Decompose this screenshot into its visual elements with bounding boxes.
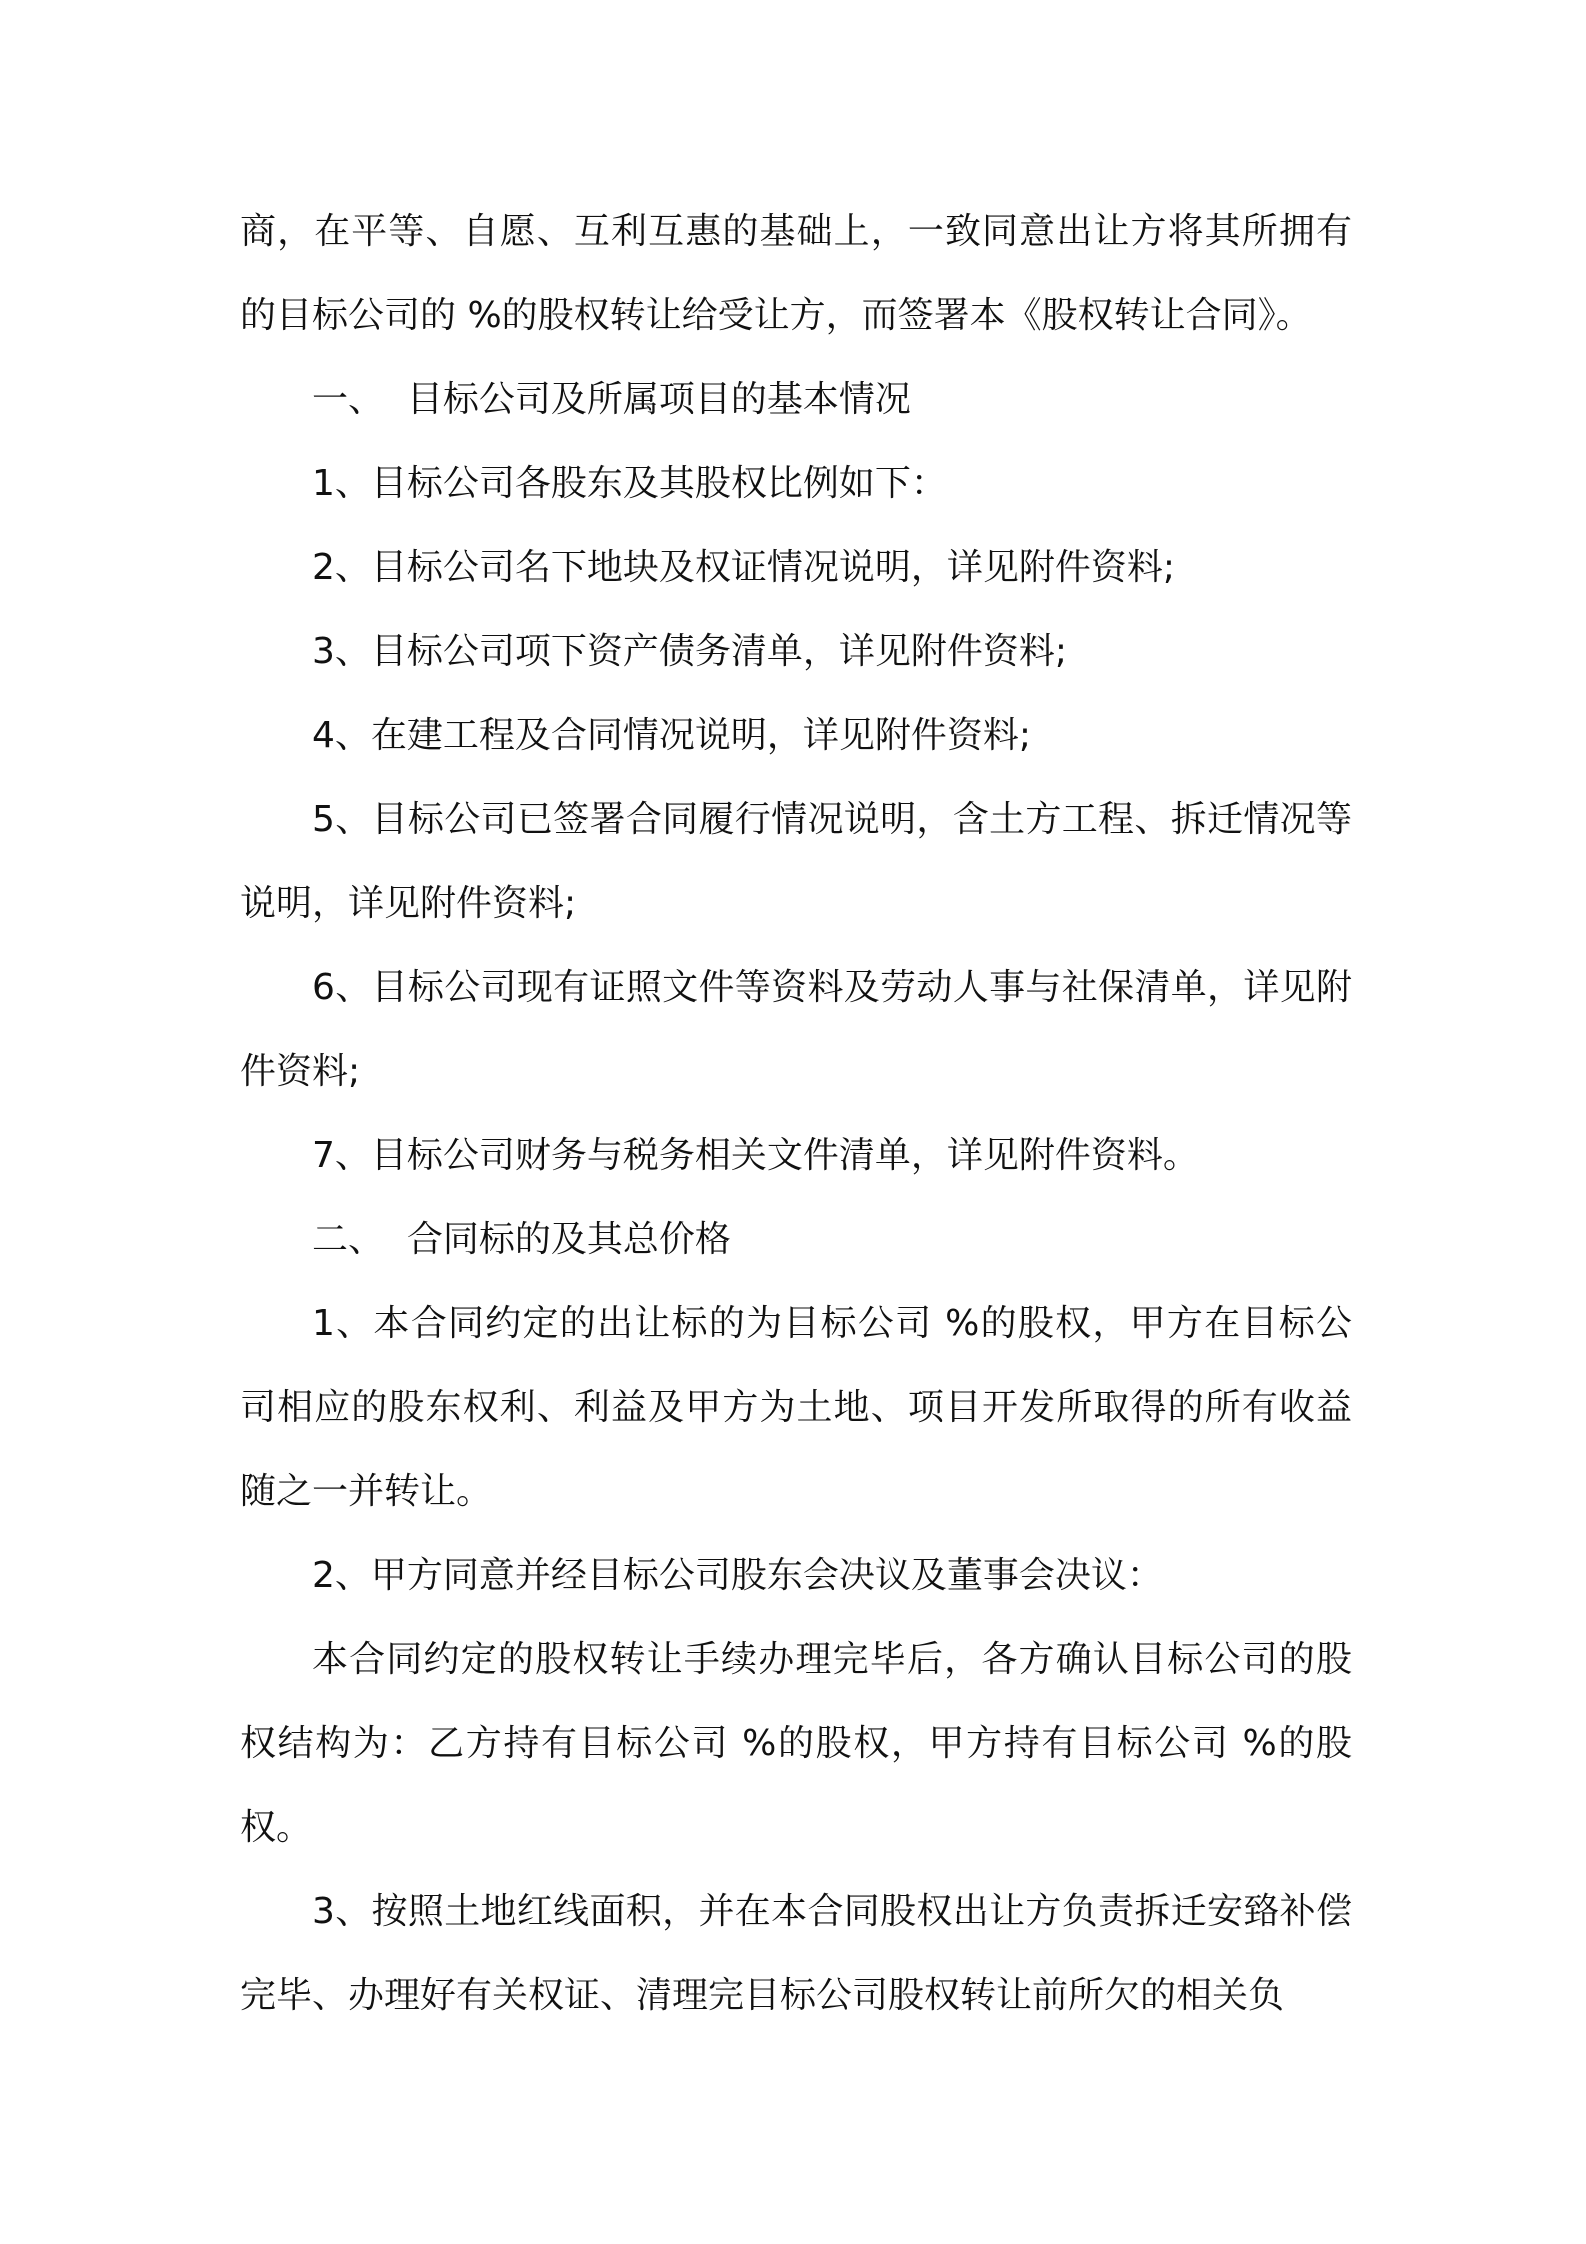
section-heading-1: 一、 目标公司及所属项目的基本情况 xyxy=(312,379,911,420)
list-item-1-6: 6、目标公司现有证照文件等资料及劳动人事与社保清单，详见附件资料; xyxy=(240,967,1352,1092)
list-item-1-2: 2、目标公司名下地块及权证情况说明，详见附件资料; xyxy=(312,547,1176,588)
paragraph-opening: 商，在平等、自愿、互利互惠的基础上，一致同意出让方将其所拥有的目标公司的 %的股权转让给受让方，而签署本《股权转让合同》。 xyxy=(240,211,1352,336)
list-item-1-4: 4、在建工程及合同情况说明，详见附件资料; xyxy=(312,715,1032,756)
list-item-2-3: 3、按照土地红线面积，并在本合同股权出让方负责拆迁安臵补偿完毕、办理好有关权证、清理完目标公司股权转让前所欠的相关负 xyxy=(240,1891,1352,2016)
list-item-2-2: 2、甲方同意并经目标公司股东会决议及董事会决议： xyxy=(312,1555,1163,1596)
list-item-1-7: 7、目标公司财务与税务相关文件清单，详见附件资料。 xyxy=(312,1135,1199,1176)
paragraph-equity-structure: 本合同约定的股权转让手续办理完毕后，各方确认目标公司的股权结构为：乙方持有目标公司 %的股权，甲方持有目标公司 %的股权。 xyxy=(240,1639,1352,1848)
list-item-1-3: 3、目标公司项下资产债务清单，详见附件资料; xyxy=(312,631,1068,672)
section-heading-2: 二、 合同标的及其总价格 xyxy=(312,1219,731,1260)
list-item-2-1: 1、本合同约定的出让标的为目标公司 %的股权，甲方在目标公司相应的股东权利、利益及甲方为土地、项目开发所取得的所有收益随之一并转让。 xyxy=(240,1303,1352,1512)
list-item-1-1: 1、目标公司各股东及其股权比例如下： xyxy=(312,463,947,504)
list-item-1-5: 5、目标公司已签署合同履行情况说明，含土方工程、拆迁情况等说明，详见附件资料; xyxy=(240,799,1352,924)
document-body xyxy=(240,190,1352,2038)
